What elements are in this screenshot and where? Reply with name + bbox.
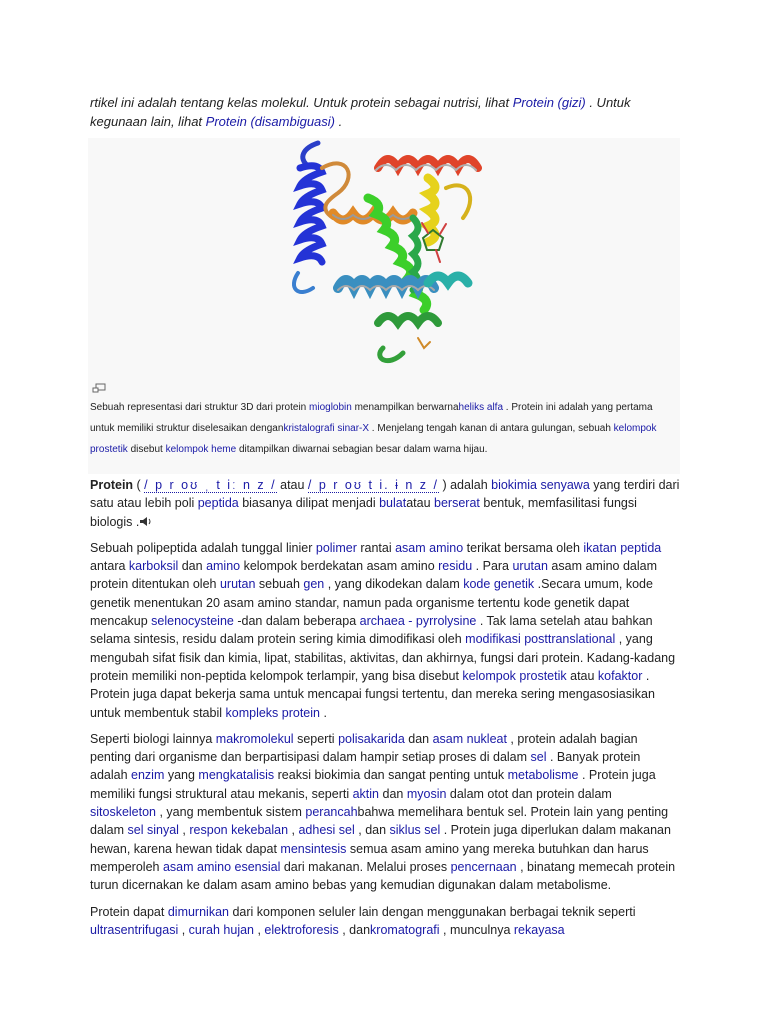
caption-text: menampilkan berwarna: [351, 402, 459, 413]
text: ,: [288, 823, 299, 838]
caption-text: ditampilkan diwarnai sebagian besar dalam warna hijau.: [236, 444, 488, 455]
text: (: [133, 478, 145, 492]
figure-caption: [90, 397, 670, 460]
ipa-pronunciation-2[interactable]: / p r oʊ t i. ɨ n z /: [307, 478, 439, 492]
article-body: [90, 476, 680, 947]
magnify-icon[interactable]: [92, 383, 106, 393]
figure: [88, 138, 680, 474]
paragraph-pemurnian: [90, 903, 680, 940]
text: , dan: [354, 823, 390, 838]
link-kristalografi-sinar-x[interactable]: kristalografi sinar-X: [283, 423, 370, 434]
protein-ribbon-structure-image[interactable]: [278, 138, 508, 378]
paragraph-polipeptida: [90, 539, 680, 722]
link-enzim[interactable]: enzim: [131, 768, 165, 783]
link-kelompok-prostetik-2[interactable]: kelompok prostetik: [462, 668, 567, 683]
link-urutan[interactable]: urutan: [512, 559, 548, 574]
text: , yang dikodekan dalam: [324, 577, 464, 592]
link-gen[interactable]: gen: [303, 577, 325, 592]
text: ,: [178, 922, 189, 937]
text: biasanya dilipat menjadi: [238, 496, 380, 511]
link-selenocysteine[interactable]: selenocysteine: [151, 614, 234, 629]
link-archaea-pyrrolysine[interactable]: archaea - pyrrolysine: [359, 614, 477, 629]
text: asam amino dalam protein ditentukan oleh: [90, 559, 658, 592]
text: . Tak lama setelah atau bahkan selama sintesis, residu dalam protein sering kimia dimodifikasi oleh: [90, 614, 653, 647]
text: . Protein juga dapat bekerja sama untuk mencapai fungsi tertentu, dan mereka sering mengasosiasikan untuk membentuk stabil: [90, 668, 655, 720]
text: semua asam amino yang mereka butuhkan dan harus memperoleh: [90, 841, 649, 874]
text: atau: [406, 496, 435, 511]
hatnote-text: . Untuk kegunaan lain, lihat: [90, 95, 631, 129]
text: sebuah: [255, 577, 304, 592]
text: -dan dalam beberapa: [233, 614, 360, 629]
text: atau: [276, 478, 308, 492]
link-sitoskeleton[interactable]: sitoskeleton: [90, 805, 157, 820]
text: ,: [254, 922, 265, 937]
text: dalam otot dan protein dalam: [446, 786, 612, 801]
link-kelompok-heme[interactable]: kelompok heme: [165, 444, 237, 455]
text: . Banyak protein adalah: [90, 750, 641, 783]
link-curah-hujan[interactable]: curah hujan: [188, 922, 254, 937]
link-ikatan-peptida[interactable]: ikatan peptida: [583, 540, 662, 555]
caption-text: disebut: [127, 444, 166, 455]
link-aktin[interactable]: aktin: [352, 786, 380, 801]
text: bahwa memelihara bentuk sel. Protein lain yang penting dalam: [90, 805, 669, 838]
link-sel-sinyal[interactable]: sel sinyal: [127, 823, 179, 838]
link-polisakarida[interactable]: polisakarida: [338, 731, 405, 746]
text: Protein dapat: [90, 904, 168, 919]
link-kompleks-protein[interactable]: kompleks protein: [225, 705, 320, 720]
text: atau: [566, 668, 598, 683]
link-dimurnikan[interactable]: dimurnikan: [167, 904, 229, 919]
text: . Para: [472, 559, 513, 574]
link-mioglobin[interactable]: mioglobin: [309, 402, 352, 413]
link-elektroforesis[interactable]: elektroforesis: [264, 922, 339, 937]
caption-text: Sebuah representasi dari struktur 3D dari protein: [90, 402, 310, 413]
text: Sebuah polipeptida adalah tunggal linier: [90, 540, 316, 555]
speaker-icon[interactable]: [139, 516, 152, 527]
link-siklus-sel[interactable]: siklus sel: [389, 823, 441, 838]
text: , munculnya: [439, 922, 514, 937]
link-karboksil[interactable]: karboksil: [128, 559, 179, 574]
text: ,: [178, 823, 190, 838]
link-polimer[interactable]: polimer: [315, 540, 357, 555]
text: Seperti biologi lainnya: [90, 731, 216, 746]
paragraph-intro: [90, 476, 680, 531]
link-perancah[interactable]: perancah: [305, 805, 358, 820]
text: dan: [178, 559, 207, 574]
link-kofaktor[interactable]: kofaktor: [597, 668, 643, 683]
link-residu[interactable]: residu: [438, 559, 473, 574]
ipa-pronunciation-1[interactable]: / p r oʊ ˌ t iː n z /: [144, 478, 277, 492]
text: rantai: [356, 540, 396, 555]
text: . Protein juga diperlukan dalam makanan hewan, karena hewan tidak dapat: [90, 823, 671, 856]
text: kelompok berdekatan asam amino: [240, 559, 439, 574]
hatnote-text: rtikel ini adalah tentang kelas molekul. Untuk protein sebagai nutrisi, lihat: [90, 95, 513, 110]
text: dari komponen seluler lain dengan menggunakan berbagai teknik seperti: [228, 904, 636, 919]
text: , yang mengubah sifat fisik dan kimia, lipat, stabilitas, aktivitas, dan akhirnya, fungsi dari protein. Kadang-kadang protein memiliki non-peptida kelompok terlampir, yang bisa disebut: [90, 632, 676, 683]
link-pencernaan[interactable]: pencernaan: [450, 859, 517, 874]
link-peptida[interactable]: peptida: [197, 496, 239, 511]
text: reaksi biokimia dan sangat penting untuk: [274, 768, 508, 783]
link-urutan-2[interactable]: urutan: [219, 577, 256, 592]
link-asam-nukleat[interactable]: asam nukleat: [432, 731, 507, 746]
link-berserat[interactable]: berserat: [434, 496, 480, 511]
text: seperti: [293, 731, 339, 746]
text: .: [320, 705, 327, 720]
text: .Secara umum, kode genetik menentukan 20 asam amino standar, namun pada organisme tertentu kode genetik dapat mencakup: [90, 577, 653, 629]
link-respon-kekebalan[interactable]: respon kekebalan: [189, 823, 289, 838]
text: , binatang memecah protein turun dicernakan ke dalam asam amino bebas yang kemudian digunakan dalam metabolisme.: [90, 859, 676, 893]
link-asam-amino[interactable]: asam amino: [395, 540, 464, 555]
link-amino[interactable]: amino: [206, 559, 241, 574]
link-protein-gizi[interactable]: Protein (gizi): [512, 95, 586, 110]
link-metabolisme[interactable]: metabolisme: [507, 768, 579, 783]
link-heliks-alfa[interactable]: heliks alfa: [458, 402, 504, 413]
text: . Protein juga memiliki fungsi struktural atau mekanis, seperti: [90, 768, 656, 801]
link-myosin[interactable]: myosin: [406, 786, 447, 801]
text: yang terdiri dari satu atau lebih poli: [90, 478, 680, 511]
caption-text: . Menjelang tengah kanan di antara gulungan, sebuah: [369, 423, 614, 434]
link-bulat[interactable]: bulat: [379, 496, 407, 511]
link-ultrasentrifugasi[interactable]: ultrasentrifugasi: [90, 922, 179, 937]
text: dan: [379, 786, 407, 801]
link-makromolekul[interactable]: makromolekul: [215, 731, 294, 746]
text: bentuk, memfasilitasi fungsi biologis .: [90, 496, 637, 529]
link-adhesi-sel[interactable]: adhesi sel: [298, 823, 355, 838]
hatnote: [90, 93, 680, 131]
text: ) adalah: [439, 478, 492, 492]
caption-text: . Protein ini adalah yang pertama untuk memiliki struktur diselesaikan dengan: [90, 402, 653, 434]
text: yang: [164, 768, 199, 783]
link-kelompok-prostetik[interactable]: kelompok prostetik: [90, 423, 657, 455]
text: , yang membentuk sistem: [156, 805, 306, 820]
link-mensintesis[interactable]: mensintesis: [280, 841, 347, 856]
link-mengkatalisis[interactable]: mengkatalisis: [198, 768, 275, 783]
link-kromatografi[interactable]: kromatografi: [370, 922, 440, 937]
text: dan: [404, 731, 433, 746]
text: dari makanan. Melalui proses: [280, 859, 451, 874]
text: , protein adalah bagian penting dari organisme dan berpartisipasi dalam hampir setiap proses di dalam: [90, 731, 638, 765]
link-rekayasa[interactable]: rekayasa: [513, 922, 565, 937]
link-biokimia-senyawa[interactable]: biokimia senyawa: [491, 478, 590, 492]
link-modifikasi-posttranslational[interactable]: modifikasi posttranslational: [465, 632, 616, 647]
hatnote-text: .: [335, 114, 343, 129]
link-protein-disambiguasi[interactable]: Protein (disambiguasi): [205, 114, 335, 129]
text: , dan: [338, 922, 371, 937]
text: terikat bersama oleh: [463, 540, 584, 555]
link-asam-amino-esensial[interactable]: asam amino esensial: [162, 859, 281, 874]
link-kode-genetik[interactable]: kode genetik: [463, 577, 535, 592]
link-sel[interactable]: sel: [530, 750, 547, 765]
paragraph-makromolekul: [90, 730, 680, 895]
text: antara: [90, 559, 129, 574]
article-title-term: Protein: [90, 478, 134, 492]
